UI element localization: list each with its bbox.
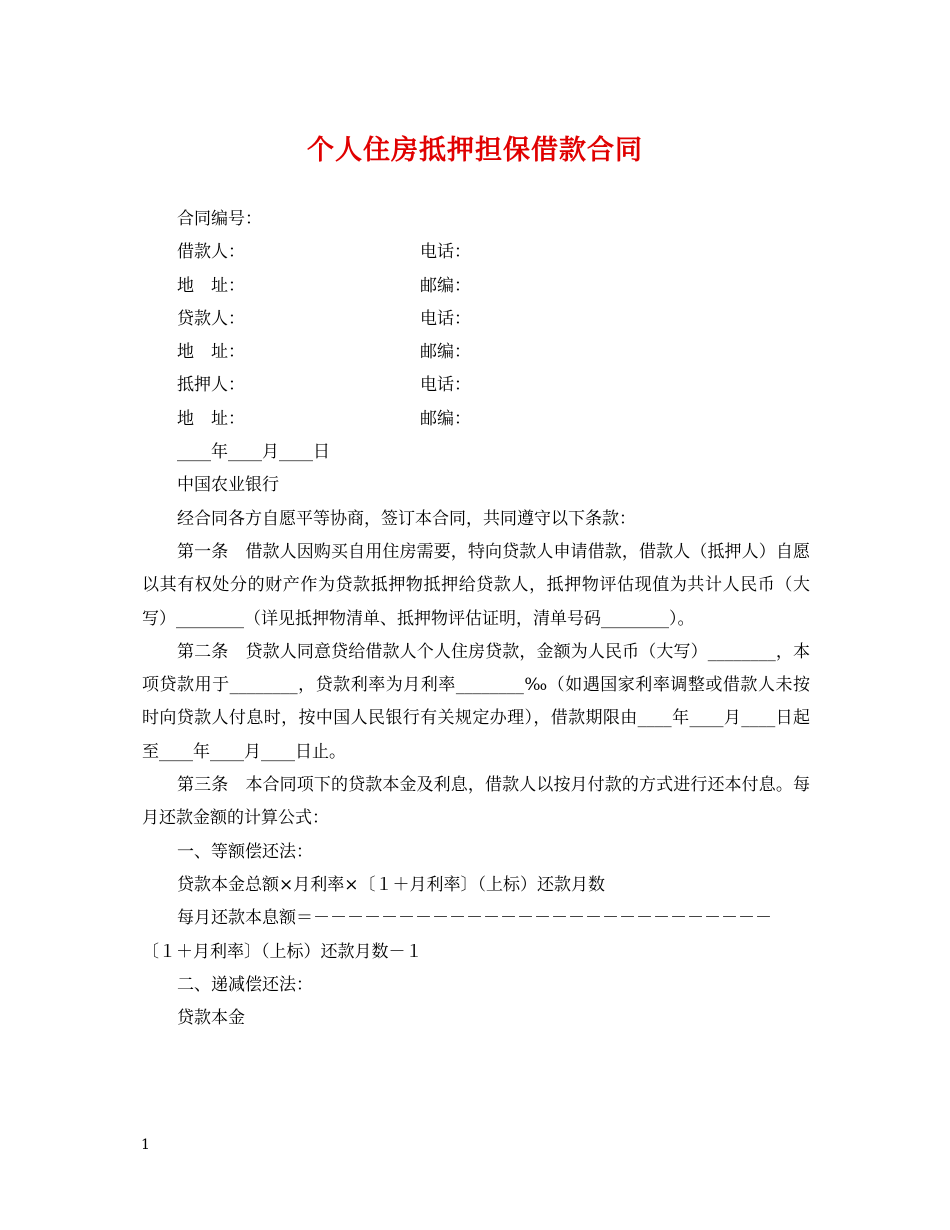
party-row-borrower [142,236,810,269]
lender-postcode-label: 邮编： [420,342,471,363]
borrower-label: 借款人： [177,242,245,263]
borrower-postcode-label: 邮编： [420,275,471,296]
document-title: 个人住房抵押担保借款合同 [307,135,643,166]
intro-paragraph: 经合同各方自愿平等协商，签订本合同，共同遵守以下条款： [177,508,636,529]
contract-number-label: 合同编号： [177,209,262,229]
method-2-text: 贷款本金 [177,1008,245,1029]
article-2: 第二条 贷款人同意贷给借款人个人住房贷款，金额为人民币（大写）________，本项贷款用于________，贷款利率为月利率________‰（如遇国家利率调整或借款人未按时向贷款人付息时，按中国人民银行有关规定办理），借款期限由____年____月____日起至____年____月____日止。 [142,641,810,762]
mortgagor-postcode-label: 邮编： [420,408,471,429]
lender-label: 贷款人： [177,308,245,329]
date-line: ____年____月____日 [177,442,330,463]
party-row-lender [142,303,810,336]
mortgagor-label: 抵押人： [177,375,245,396]
formula-line [142,902,810,935]
method-2-heading: 二、递减偿还法： [177,974,313,995]
mortgagor-phone-label: 电话： [420,375,471,396]
party-row-mortgagor [142,369,810,402]
party-row-lender-address [142,336,810,369]
method-1-heading: 一、等额偿还法： [177,841,313,862]
borrower-address-label: 地 址： [177,275,245,296]
bank-name: 中国农业银行 [177,475,279,496]
party-row-mortgagor-address [142,403,810,436]
party-row-borrower-address [142,270,810,303]
formula-denominator: 〔１＋月利率〕（上标）还款月数－１ [142,941,423,962]
formula-fraction-bar: －－－－－－－－－－－－－－－－－－－－－－－－－－－ [313,908,772,929]
borrower-phone-label: 电话： [420,242,471,263]
formula-label: 每月还款本息额＝ [177,908,313,929]
article-1: 第一条 借款人因购买自用住房需要，特向贷款人申请借款，借款人（抵押人）自愿以其有权处分的财产作为贷款抵押物抵押给贷款人，抵押物评估现值为共计人民币（大写）________（详见抵押物清单、抵押物评估证明，清单号码________）。 [142,541,810,629]
formula-numerator: 贷款本金总额×月利率×〔１＋月利率〕（上标）还款月数 [177,874,605,895]
page-number: 1 [141,1137,150,1153]
lender-phone-label: 电话： [420,308,471,329]
article-3: 第三条 本合同项下的贷款本金及利息，借款人以按月付款的方式进行还本付息。每月还款金额的计算公式： [142,775,810,829]
mortgagor-address-label: 地 址： [177,408,245,429]
document-body [142,203,810,1035]
lender-address-label: 地 址： [177,342,245,363]
